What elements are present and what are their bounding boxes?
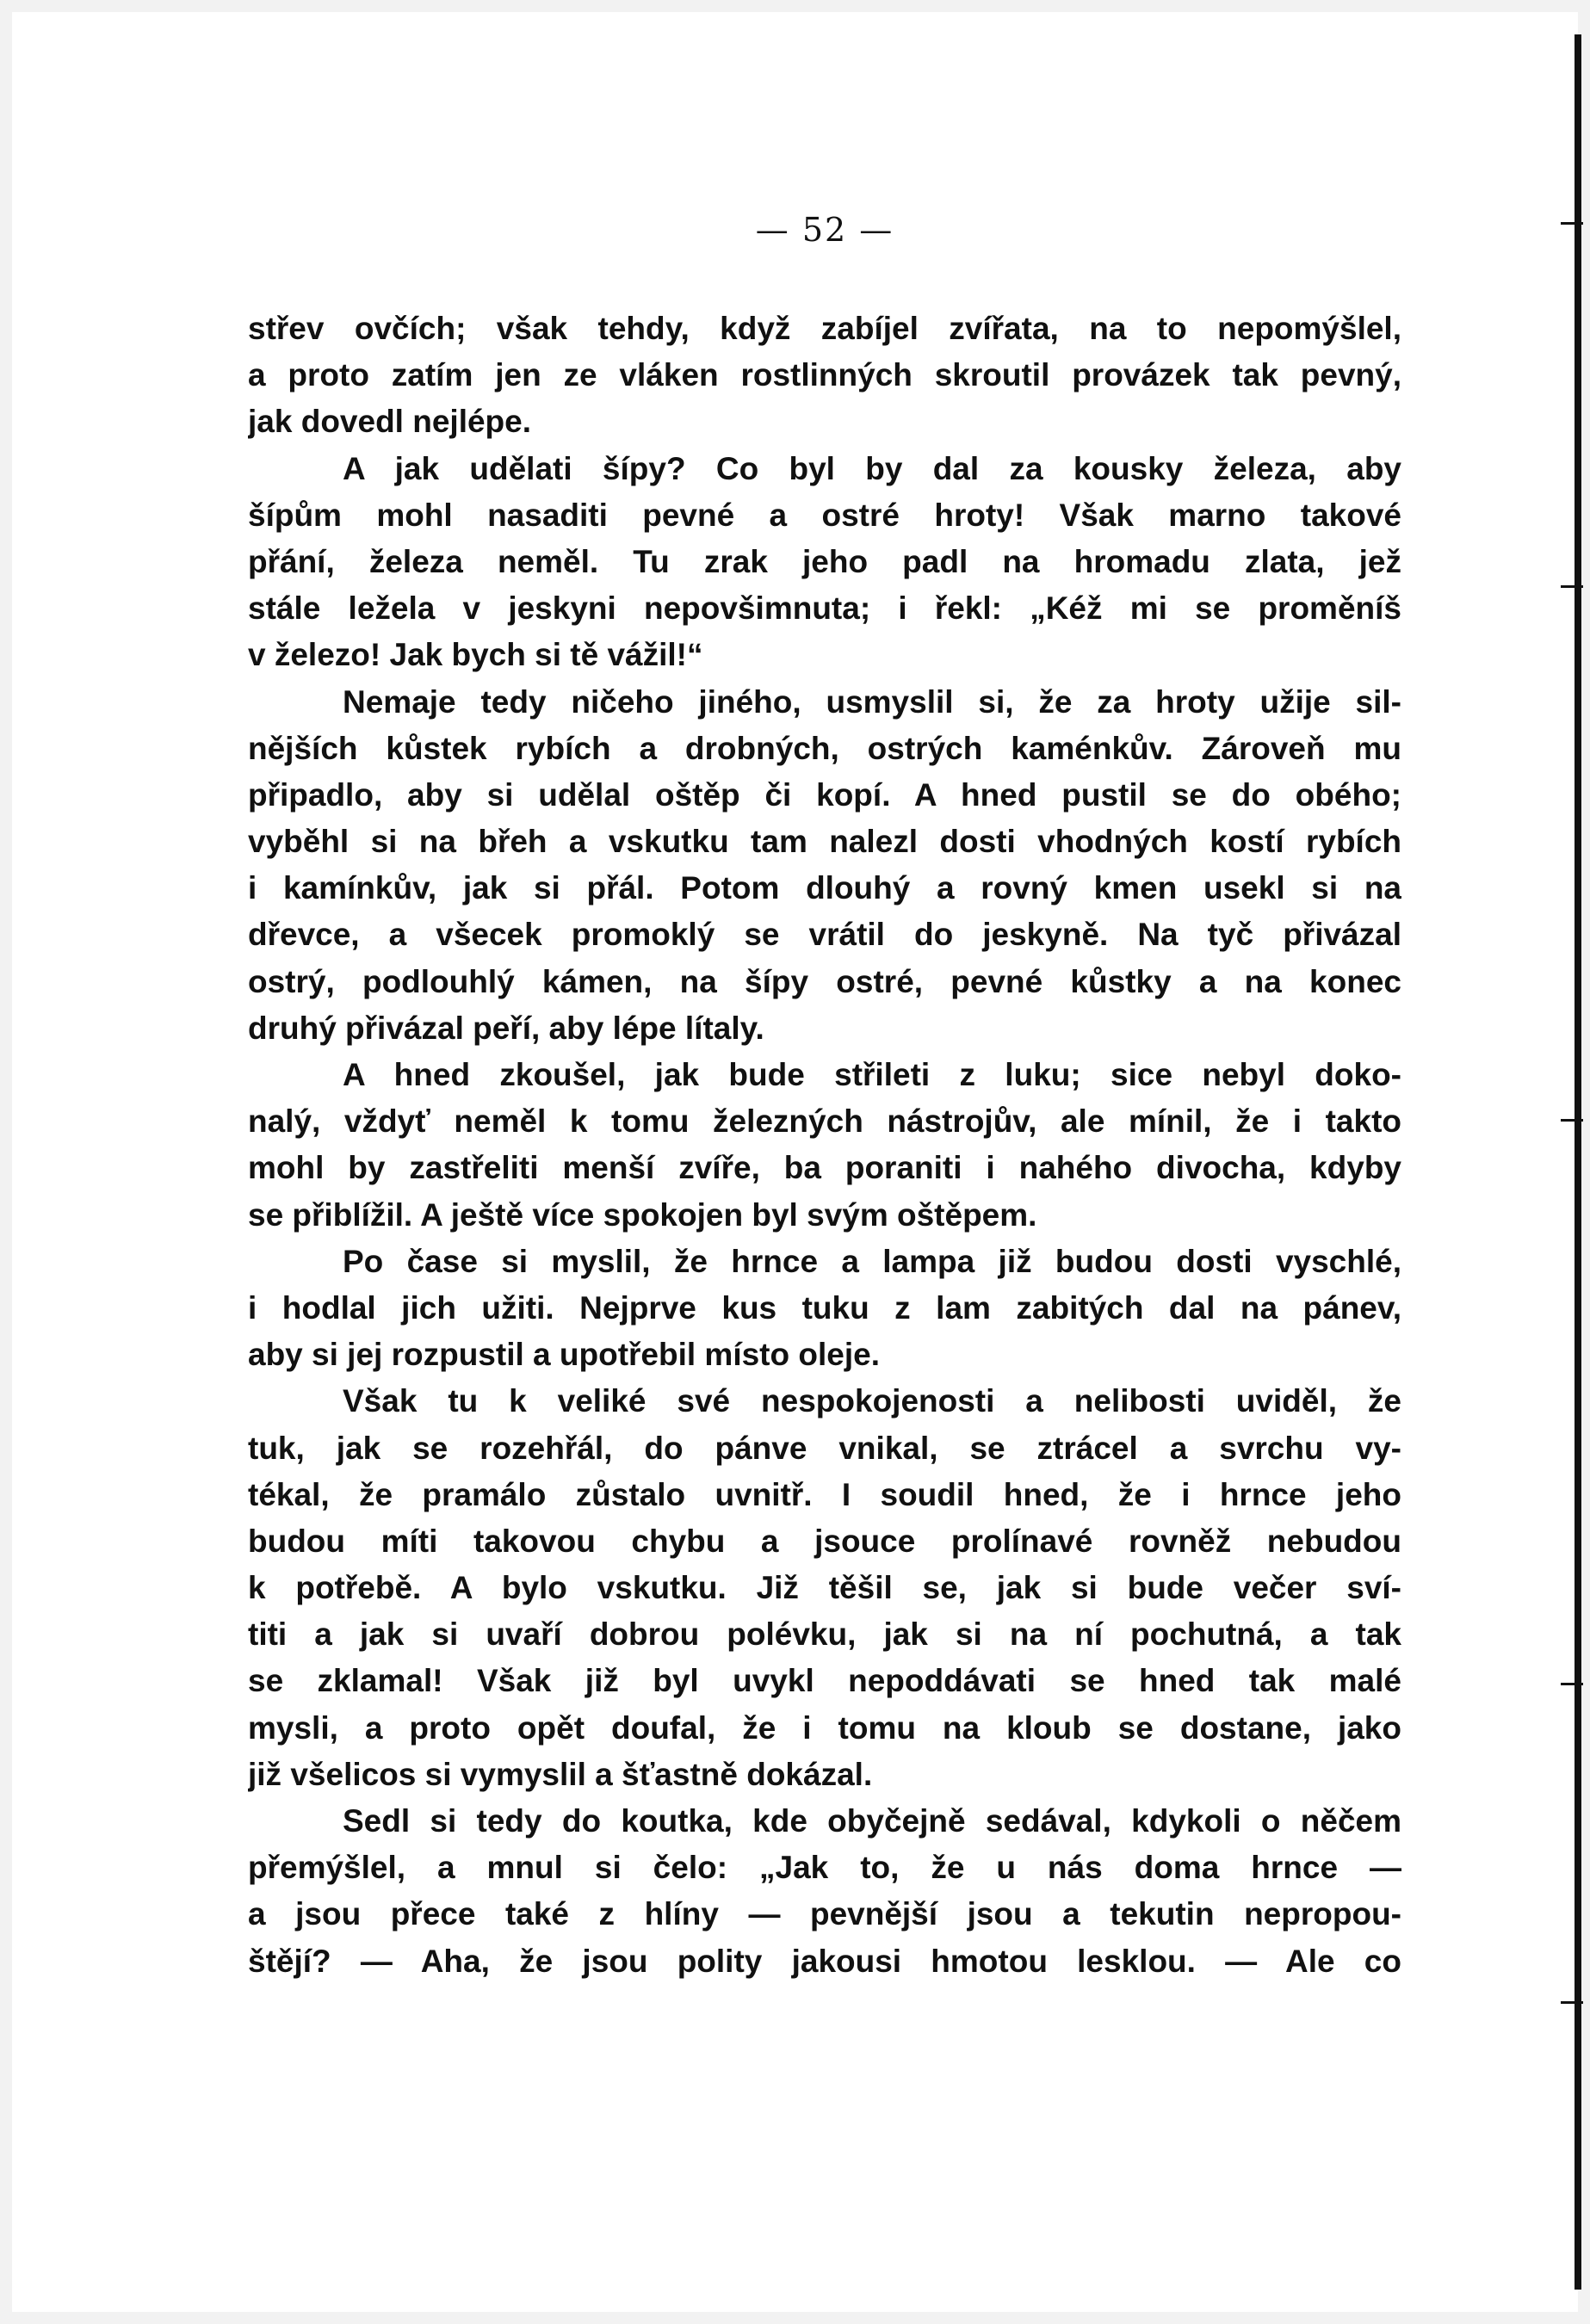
text-line: vyběhl si na břeh a vskutku tam nalezl dosti vhodných kostí rybích — [248, 824, 1401, 860]
text-line: se zklamal! Však již byl uvykl nepoddávati se hned tak malé — [248, 1663, 1401, 1699]
edge-tick — [1561, 1683, 1583, 1685]
text-line: tuk, jak se rozehřál, do pánve vnikal, se ztrácel a svrchu vy- — [248, 1430, 1401, 1466]
text-line: přání, železa neměl. Tu zrak jeho padl na hromadu zlata, jež — [248, 543, 1401, 579]
text-line: A jak udělati šípy? Co byl by dal za kousky železa, aby — [343, 450, 1401, 486]
edge-tick — [1561, 2001, 1583, 2004]
text-line: budou míti takovou chybu a jsouce prolínavé rovněž nebudou — [248, 1523, 1401, 1559]
body-text — [248, 306, 1401, 1985]
text-line: nějších kůstek rybích a drobných, ostrých kaménkův. Zároveň mu — [248, 730, 1401, 766]
text-line: A hned zkoušel, jak bude střileti z luku; sice nebyl doko- — [343, 1057, 1401, 1092]
text-line: šípům mohl nasaditi pevné a ostré hroty! Však marno takové — [248, 497, 1401, 533]
edge-tick — [1561, 585, 1583, 588]
text-line: dřevce, a všecek promoklý se vrátil do jeskyně. Na tyč přivázal — [248, 917, 1401, 953]
text-line: a proto zatím jen ze vláken rostlinných skroutil provázek tak pevný, — [248, 357, 1401, 393]
text-line: Po čase si myslil, že hrnce a lampa již budou dosti vyschlé, — [343, 1243, 1401, 1279]
text-line: mysli, a proto opět doufal, že i tomu na kloub se dostane, jako — [248, 1709, 1401, 1746]
text-line: jak dovedl nejlépe. — [248, 404, 532, 440]
text-line: a jsou přece také z hlíny — pevnější jsou a tekutin nepropou- — [248, 1896, 1401, 1932]
text-line: se přiblížil. A ještě více spokojen byl svým oštěpem. — [248, 1196, 1037, 1233]
text-line: nalý, vždyť neměl k tomu železných nástrojův, ale mínil, že i takto — [248, 1103, 1401, 1140]
text-line: i hodlal jich užiti. Nejprve kus tuku z lam zabitých dal na pánev, — [248, 1289, 1401, 1326]
text-line: Nemaje tedy ničeho jiného, usmyslil si, že za hroty užije sil- — [343, 683, 1401, 720]
text-line: ostrý, podlouhlý kámen, na šípy ostré, pevné kůstky a na konec — [248, 963, 1401, 999]
text-line: v železo! Jak bych si tě vážil!“ — [248, 637, 703, 673]
text-line: již všelicos si vymyslil a šťastně dokázal. — [248, 1756, 873, 1792]
text-line: i kamínkův, jak si přál. Potom dlouhý a rovný kmen usekl si na — [248, 870, 1401, 906]
text-line: tékal, že pramálo zůstalo uvnitř. I soudil hned, že i hrnce jeho — [248, 1476, 1401, 1512]
text-line: mohl by zastřeliti menší zvíře, ba poraniti i nahého divocha, kdyby — [248, 1150, 1401, 1186]
text-line: k potřebě. A bylo vskutku. Již těšil se, jak si bude večer sví- — [248, 1570, 1401, 1606]
text-line: druhý přivázal peří, aby lépe lítaly. — [248, 1010, 764, 1046]
text-line: připadlo, aby si udělal oštěp či kopí. A hned pustil se do obého; — [248, 776, 1401, 813]
edge-tick — [1561, 222, 1583, 225]
page-edge-binding — [1575, 34, 1581, 2290]
text-line: aby si jej rozpustil a upotřebil místo oleje. — [248, 1337, 880, 1373]
text-line: přemýšlel, a mnul si čelo: „Jak to, že u nás doma hrnce — — [248, 1850, 1401, 1886]
text-line: Sedl si tedy do koutka, kde obyčejně sedával, kdykoli o něčem — [343, 1803, 1401, 1839]
page-number: — 52 — — [755, 211, 894, 249]
book-page — [248, 0, 1401, 2324]
text-line: střev ovčích; však tehdy, když zabíjel zvířata, na to nepomýšlel, — [248, 311, 1401, 346]
text-line: Však tu k veliké své nespokojenosti a nelibosti uviděl, že — [343, 1383, 1401, 1419]
edge-tick — [1561, 1119, 1583, 1122]
text-line: štějí? — Aha, že jsou polity jakousi hmotou lesklou. — Ale co — [248, 1943, 1401, 1979]
text-line: titi a jak si uvaří dobrou polévku, jak si na ní pochutná, a tak — [248, 1616, 1401, 1653]
text-line: stále ležela v jeskyni nepovšimnuta; i řekl: „Kéž mi se proměníš — [248, 590, 1401, 627]
